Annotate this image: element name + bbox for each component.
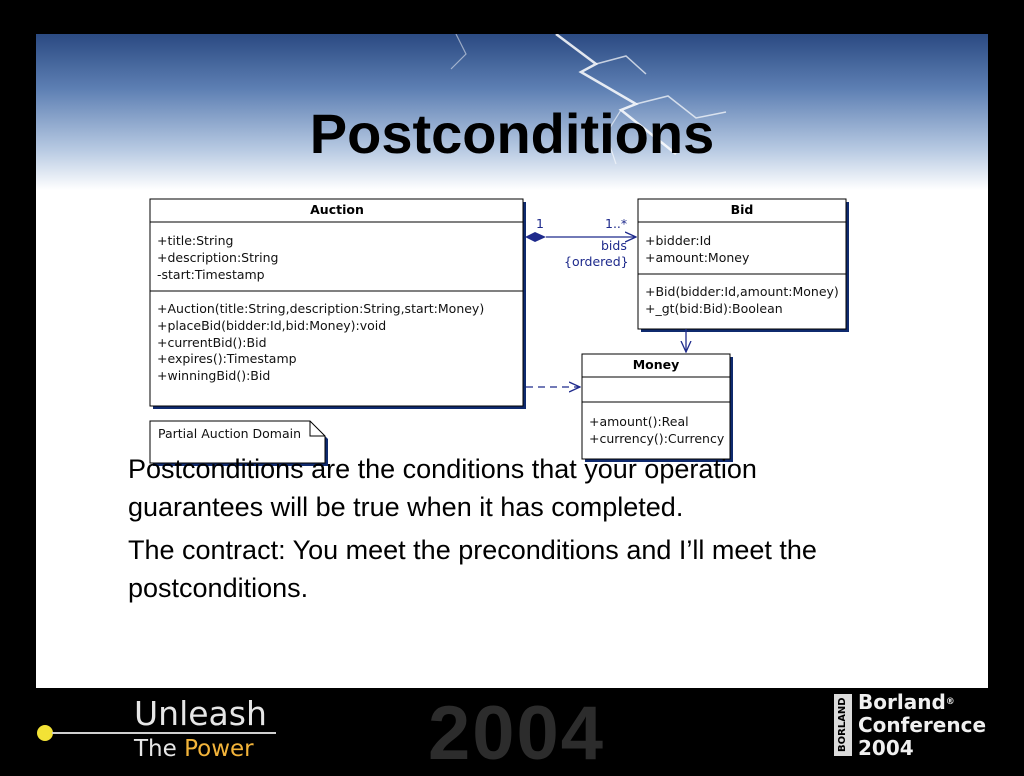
auction-class-box [150, 199, 526, 409]
source-multiplicity: 1 [536, 216, 544, 231]
association-constraint: {ordered} [564, 254, 629, 269]
bid-class-box [638, 199, 849, 332]
footer-year-watermark: 2004 [428, 691, 606, 776]
bid-attribute: +bidder:Id [645, 233, 712, 248]
money-class-name: Money [632, 357, 680, 372]
money-operation: +currency():Currency [589, 431, 725, 446]
auction-operation: +winningBid():Bid [157, 368, 271, 383]
tagline-the: The [134, 736, 185, 762]
brand-line-1: Borland [858, 690, 946, 714]
bid-operation: +Bid(bidder:Id,amount:Money) [645, 284, 839, 299]
footer-dot-icon [37, 725, 53, 741]
money-operation: +amount():Real [589, 414, 689, 429]
slide-title: Postconditions [309, 102, 715, 165]
target-multiplicity: 1..* [605, 216, 628, 231]
bid-attribute: +amount:Money [645, 250, 750, 265]
borland-vertical-logo [834, 694, 852, 756]
money-class-box [582, 354, 733, 462]
tagline-power: Power [184, 736, 254, 762]
body-paragraph: Postconditions are the conditions that your operation guarantees will be true when it has completed. [128, 454, 757, 522]
auction-attribute: +title:String [157, 233, 234, 248]
bid-operation: +_gt(bid:Bid):Boolean [645, 301, 783, 316]
brand-registered: ® [945, 697, 955, 707]
brand-line-2: Conference [858, 713, 987, 737]
brand-line-3: 2004 [858, 736, 914, 760]
auction-operation: +Auction(title:String,description:String,start:Money) [157, 301, 485, 316]
auction-class-name: Auction [310, 202, 364, 217]
auction-operation: +currentBid():Bid [157, 335, 267, 350]
borland-vertical-text: BORLAND [837, 697, 848, 752]
slide-body [128, 450, 888, 612]
auction-operation: +placeBid(bidder:Id,bid:Money):void [157, 318, 387, 333]
auction-operation: +expires():Timestamp [157, 351, 297, 366]
auction-bid-association [525, 216, 636, 269]
composition-diamond-icon [525, 232, 546, 242]
tagline-unleash: Unleash [134, 694, 267, 733]
tagline-the-power [134, 734, 254, 764]
bid-class-name: Bid [730, 202, 754, 217]
auction-attribute: +description:String [157, 250, 279, 265]
borland-conference-logo [858, 691, 986, 760]
association-role: bids [601, 238, 627, 253]
note-text: Partial Auction Domain [158, 426, 302, 441]
body-paragraph: The contract: You meet the preconditions and I’ll meet the postconditions. [128, 535, 817, 603]
auction-attribute: -start:Timestamp [157, 267, 265, 282]
